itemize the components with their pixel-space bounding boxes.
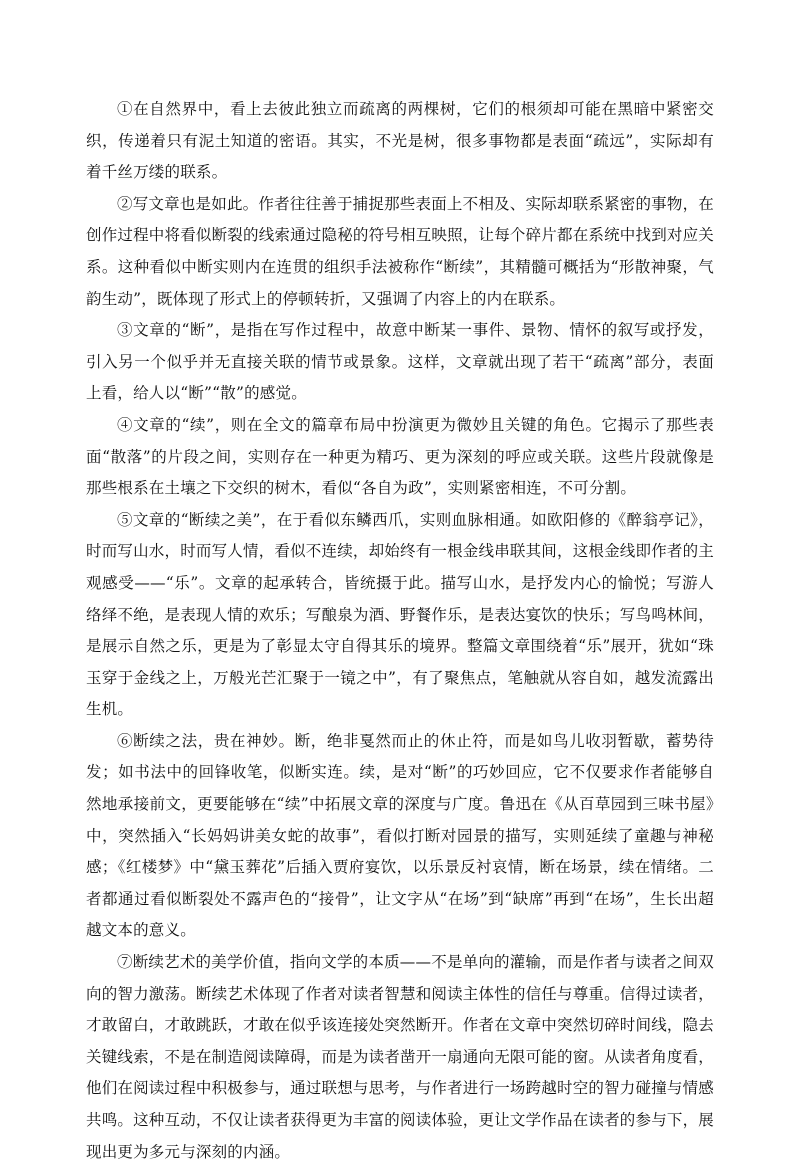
document-page <box>86 94 714 1168</box>
paragraph-4: ④文章的“续”，则在全文的篇章布局中扮演更为微妙且关键的角色。它揭示了那些表面“散落”的片段之间，实则存在一种更为精巧、更为深刻的呼应或关联。这些片段就像是那些根系在土壤之下交织的树木，看似“各自为政”，实则紧密相连，不可分割。 <box>86 415 714 498</box>
paragraph-6: ⑥断续之法，贵在神妙。断，绝非戛然而止的休止符，而是如鸟儿收羽暂歇，蓄势待发；如书法中的回锋收笔，似断实连。续，是对“断”的巧妙回应，它不仅要求作者能够自然地承接前文，更要能够在“续”中拓展文章的深度与广度。鲁迅在《从百草园到三味书屋》中，突然插入“长妈妈讲美女蛇的故事”，看似打断对园景的描写，实则延续了童趣与神秘感；《红楼梦》中“黛玉葬花”后插入贾府宴饮，以乐景反衬哀情，断在场景，续在情绪。二者都通过看似断裂处不露声色的“接骨”，让文字从“在场”到“缺席”再到“在场”，生长出超越文本的意义。 <box>86 731 714 940</box>
paragraph-2: ②写文章也是如此。作者往往善于捕捉那些表面上不相及、实际却联系紧密的事物，在创作过程中将看似断裂的线索通过隐秘的符号相互映照，让每个碎片都在系统中找到对应关系。这种看似中断实则内在连贯的组织手法被称作“断续”，其精髓可概括为“形散神聚，气韵生动”，既体现了形式上的停顿转折，又强调了内容上的内在联系。 <box>86 194 715 308</box>
paragraph-1: ①在自然界中，看上去彼此独立而疏离的两棵树，它们的根须却可能在黑暗中紧密交织，传递着只有泥土知道的密语。其实，不光是树，很多事物都是表面“疏远”，实际却有着千丝万缕的联系。 <box>86 100 714 182</box>
paragraph-7: ⑦断续艺术的美学价值，指向文学的本质——不是单向的灌输，而是作者与读者之间双向的智力激荡。断续艺术体现了作者对读者智慧和阅读主体性的信任与尊重。信得过读者，才敢留白，才敢跳跃，才敢在似乎该连接处突然断开。作者在文章中突然切碎时间线，隐去关键线索，不是在制造阅读障碍，而是为读者凿开一扇通向无限可能的窗。从读者角度看，他们在阅读过程中积极参与，通过联想与思考，与作者进行一场跨越时空的智力碰撞与情感共鸣。这种互动，不仅让读者获得更为丰富的阅读体验，更让文学作品在读者的参与下，展现出更为多元与深刻的内涵。 <box>86 953 715 1161</box>
paragraph-3: ③文章的“断”，是指在写作过程中，故意中断某一事件、景物、情怀的叙写或抒发，引入另一个似乎并无直接关联的情节或景象。这样，文章就出现了若干“疏离”部分，表面上看，给人以“断”“散”的感觉。 <box>86 321 714 403</box>
paragraph-5: ⑤文章的“断续之美”，在于看似东鳞西爪，实则血脉相通。如欧阳修的《醉翁亭记》，时而写山水，时而写人情，看似不连续，却始终有一根金线串联其间，这根金线即作者的主观感受——“乐”。文章的起承转合，皆统摄于此。描写山水，是抒发内心的愉悦；写游人络绎不绝，是表现人情的欢乐；写酿泉为酒、野餐作乐，是表达宴饮的快乐；写鸟鸣林间，是展示自然之乐，更是为了彰显太守自得其乐的境界。整篇文章围绕着“乐”展开，犹如“珠玉穿于金线之上，万般光芒汇聚于一镜之中”，有了聚焦点，笔触就从容自如，越发流露出生机。 <box>86 510 715 719</box>
